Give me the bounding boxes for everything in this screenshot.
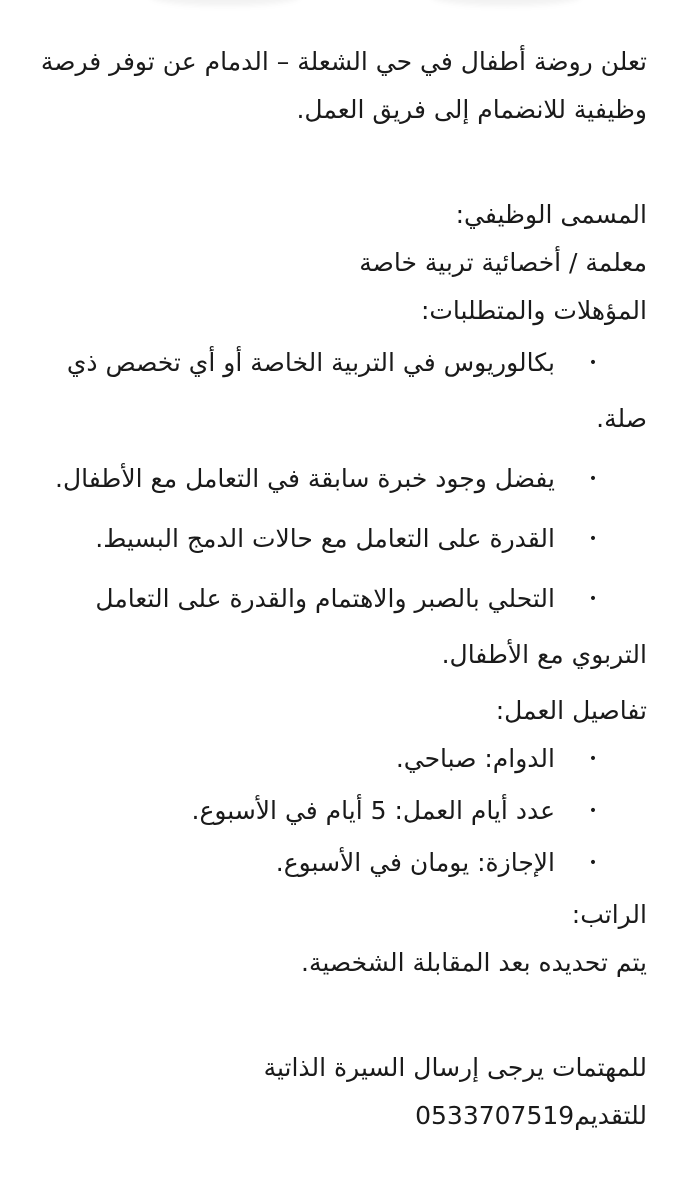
work-details-list [40, 735, 647, 887]
bullet-icon: • [588, 471, 598, 487]
work-details-heading: تفاصيل العمل: [495, 696, 647, 725]
contact-line: للمهتمات يرجى إرسال السيرة الذاتية [263, 1053, 647, 1082]
bullet-icon: • [588, 355, 598, 371]
qualification-text: بكالوريوس في التربية الخاصة أو أي تخصص ذي صلة. [66, 348, 647, 433]
shadow-blob [150, 0, 300, 6]
spacer [40, 134, 647, 191]
qualifications-list [40, 335, 647, 683]
spacer [40, 987, 647, 1044]
salary-value: يتم تحديده بعد المقابلة الشخصية. [301, 948, 647, 977]
bullet-icon: • [588, 855, 598, 871]
list-item [40, 571, 647, 683]
announcement-text [40, 38, 647, 1140]
list-item [40, 735, 647, 783]
list-item [40, 511, 647, 567]
top-edge-shadow [0, 0, 691, 10]
contact-phone-line: للتقديم0533707519 [415, 1101, 647, 1130]
intro-paragraph: تعلن روضة أطفال في حي الشعلة – الدمام عن توفر فرصة وظيفية للانضمام إلى فريق العمل. [40, 47, 647, 124]
qualification-text: القدرة على التعامل مع حالات الدمج البسيط. [95, 524, 555, 553]
bullet-icon: • [588, 751, 598, 767]
bullet-icon: • [588, 531, 598, 547]
job-title-heading: المسمى الوظيفي: [455, 200, 647, 229]
work-detail-text: الإجازة: يومان في الأسبوع. [275, 848, 555, 877]
list-item [40, 787, 647, 835]
list-item [40, 451, 647, 507]
bullet-icon: • [588, 591, 598, 607]
job-title-value: معلمة / أخصائية تربية خاصة [359, 248, 647, 277]
bullet-icon: • [588, 803, 598, 819]
qualification-text: التحلي بالصبر والاهتمام والقدرة على التعامل التربوي مع الأطفال. [95, 584, 647, 669]
work-detail-text: الدوام: صباحي. [395, 744, 555, 773]
qualification-text: يفضل وجود خبرة سابقة في التعامل مع الأطفال. [55, 464, 555, 493]
qualifications-heading: المؤهلات والمتطلبات: [420, 296, 647, 325]
work-detail-text: عدد أيام العمل: 5 أيام في الأسبوع. [191, 796, 555, 825]
list-item [40, 839, 647, 887]
salary-heading: الراتب: [571, 900, 647, 929]
list-item [40, 335, 647, 447]
shadow-blob [431, 0, 581, 6]
